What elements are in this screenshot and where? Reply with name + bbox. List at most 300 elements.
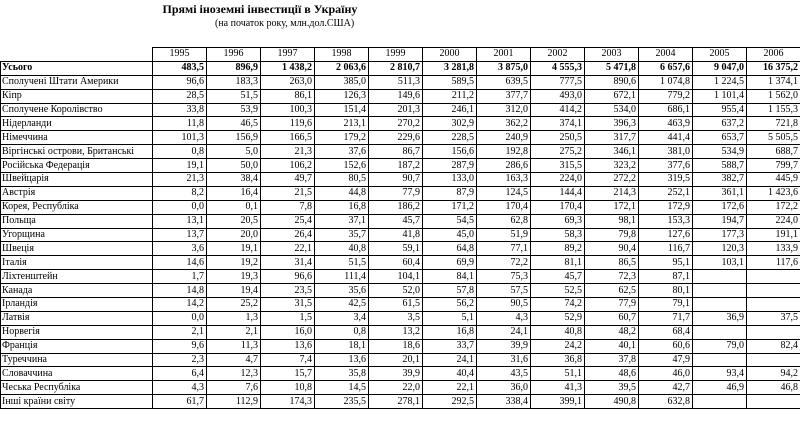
value-cell: 1 101,4: [693, 89, 747, 103]
value-cell: 172,1: [585, 200, 639, 214]
value-cell: 1,3: [207, 311, 261, 325]
value-cell: 46,0: [639, 367, 693, 381]
value-cell: 41,3: [531, 381, 585, 395]
value-cell: 441,4: [639, 131, 693, 145]
value-cell: 16,8: [423, 325, 477, 339]
value-cell: 60,4: [369, 256, 423, 270]
value-cell: 493,0: [531, 89, 585, 103]
value-cell: 16 375,2: [747, 61, 800, 75]
value-cell: 3,4: [315, 311, 369, 325]
value-cell: 483,5: [153, 61, 207, 75]
value-cell: 688,7: [747, 145, 800, 159]
value-cell: 156,9: [207, 131, 261, 145]
value-cell: 323,2: [585, 159, 639, 173]
value-cell: 45,7: [369, 214, 423, 228]
value-cell: [693, 353, 747, 367]
value-cell: 20,0: [207, 228, 261, 242]
country-label: Швеція: [1, 242, 153, 256]
value-cell: 106,2: [261, 159, 315, 173]
value-cell: 20,5: [207, 214, 261, 228]
value-cell: 45,7: [531, 270, 585, 284]
country-label: Сполучені Штати Америки: [1, 75, 153, 89]
value-cell: 71,7: [639, 311, 693, 325]
value-cell: 252,1: [639, 186, 693, 200]
value-cell: 377,6: [639, 159, 693, 173]
value-cell: 120,3: [693, 242, 747, 256]
value-cell: 46,9: [693, 381, 747, 395]
value-cell: 9 047,0: [693, 61, 747, 75]
value-cell: 40,4: [423, 367, 477, 381]
value-cell: 37,5: [747, 311, 800, 325]
value-cell: 338,4: [477, 395, 531, 409]
value-cell: 87,9: [423, 186, 477, 200]
year-header: 2006: [747, 48, 800, 62]
country-label: Латвія: [1, 311, 153, 325]
value-cell: 896,9: [207, 61, 261, 75]
value-cell: 5,0: [207, 145, 261, 159]
value-cell: 54,5: [423, 214, 477, 228]
value-cell: 13,7: [153, 228, 207, 242]
value-cell: 3,5: [369, 311, 423, 325]
country-label: Ліхтенштейн: [1, 270, 153, 284]
value-cell: 374,1: [531, 117, 585, 131]
value-cell: 385,0: [315, 75, 369, 89]
country-label: Чеська Республіка: [1, 381, 153, 395]
value-cell: 399,1: [531, 395, 585, 409]
value-cell: 75,3: [477, 270, 531, 284]
value-cell: 14,8: [153, 284, 207, 298]
value-cell: 312,0: [477, 103, 531, 117]
table-row: [1, 395, 800, 409]
value-cell: 35,6: [315, 284, 369, 298]
value-cell: 64,8: [423, 242, 477, 256]
value-cell: 33,8: [153, 103, 207, 117]
value-cell: 57,5: [477, 284, 531, 298]
value-cell: 14,5: [315, 381, 369, 395]
value-cell: 191,1: [747, 228, 800, 242]
value-cell: 100,3: [261, 103, 315, 117]
value-cell: 511,3: [369, 75, 423, 89]
value-cell: 50,0: [207, 159, 261, 173]
value-cell: 224,0: [747, 214, 800, 228]
value-cell: 35,7: [315, 228, 369, 242]
value-cell: 153,3: [639, 214, 693, 228]
value-cell: 22,1: [423, 381, 477, 395]
value-cell: 133,0: [423, 173, 477, 187]
value-cell: 93,4: [693, 367, 747, 381]
value-cell: 0,0: [153, 311, 207, 325]
value-cell: 31,4: [261, 256, 315, 270]
value-cell: 40,1: [585, 339, 639, 353]
value-cell: 319,5: [639, 173, 693, 187]
value-cell: 51,9: [477, 228, 531, 242]
value-cell: 49,7: [261, 173, 315, 187]
year-header: 2005: [693, 48, 747, 62]
table-row: [1, 381, 800, 395]
value-cell: [693, 284, 747, 298]
value-cell: 36,9: [693, 311, 747, 325]
country-label: Австрія: [1, 186, 153, 200]
value-cell: 79,8: [585, 228, 639, 242]
value-cell: 270,2: [369, 117, 423, 131]
value-cell: 37,8: [585, 353, 639, 367]
value-cell: 414,2: [531, 103, 585, 117]
value-cell: 187,2: [369, 159, 423, 173]
country-label: Канада: [1, 284, 153, 298]
value-cell: 41,8: [369, 228, 423, 242]
value-cell: 382,7: [693, 173, 747, 187]
table-row: [1, 325, 800, 339]
corner-cell: [1, 48, 153, 62]
value-cell: [747, 298, 800, 312]
table-row: [1, 159, 800, 173]
table-row: [1, 145, 800, 159]
country-label: Корея, Республіка: [1, 200, 153, 214]
value-cell: 235,5: [315, 395, 369, 409]
value-cell: 686,1: [639, 103, 693, 117]
value-cell: 28,5: [153, 89, 207, 103]
value-cell: 315,5: [531, 159, 585, 173]
country-label: Усього: [1, 61, 153, 75]
value-cell: 37,1: [315, 214, 369, 228]
year-header: 2000: [423, 48, 477, 62]
value-cell: 201,3: [369, 103, 423, 117]
value-cell: 16,4: [207, 186, 261, 200]
value-cell: 56,2: [423, 298, 477, 312]
value-cell: 111,4: [315, 270, 369, 284]
value-cell: 101,3: [153, 131, 207, 145]
value-cell: 69,9: [423, 256, 477, 270]
value-cell: 24,1: [423, 353, 477, 367]
value-cell: 98,1: [585, 214, 639, 228]
value-cell: 250,5: [531, 131, 585, 145]
year-header: 2002: [531, 48, 585, 62]
value-cell: 653,7: [693, 131, 747, 145]
value-cell: 15,7: [261, 367, 315, 381]
value-cell: 490,8: [585, 395, 639, 409]
value-cell: 82,4: [747, 339, 800, 353]
table-row: [1, 89, 800, 103]
country-label: Ірландія: [1, 298, 153, 312]
value-cell: 19,4: [207, 284, 261, 298]
value-cell: 40,8: [531, 325, 585, 339]
value-cell: 174,3: [261, 395, 315, 409]
value-cell: 18,1: [315, 339, 369, 353]
table-subtitle: (на початок року, млн.дол.США): [215, 18, 355, 29]
value-cell: [747, 325, 800, 339]
value-cell: 172,6: [693, 200, 747, 214]
year-header: 2001: [477, 48, 531, 62]
value-cell: 86,7: [369, 145, 423, 159]
table-row: [1, 214, 800, 228]
value-cell: 60,6: [639, 339, 693, 353]
value-cell: 46,8: [747, 381, 800, 395]
year-header: 1995: [153, 48, 207, 62]
value-cell: 381,0: [639, 145, 693, 159]
table-row: [1, 103, 800, 117]
value-cell: 61,5: [369, 298, 423, 312]
country-label: Сполучене Королівство: [1, 103, 153, 117]
table-row: [1, 75, 800, 89]
year-header: 1998: [315, 48, 369, 62]
value-cell: 90,4: [585, 242, 639, 256]
value-cell: 721,8: [747, 117, 800, 131]
value-cell: 14,2: [153, 298, 207, 312]
value-cell: 192,8: [477, 145, 531, 159]
value-cell: 36,0: [477, 381, 531, 395]
value-cell: 240,9: [477, 131, 531, 145]
value-cell: 126,3: [315, 89, 369, 103]
value-cell: 79,0: [693, 339, 747, 353]
table-row: [1, 242, 800, 256]
value-cell: 11,3: [207, 339, 261, 353]
value-cell: 12,3: [207, 367, 261, 381]
value-cell: 0,8: [315, 325, 369, 339]
value-cell: 19,1: [153, 159, 207, 173]
value-cell: 127,6: [639, 228, 693, 242]
value-cell: 183,3: [207, 75, 261, 89]
value-cell: 4,7: [207, 353, 261, 367]
value-cell: 33,7: [423, 339, 477, 353]
value-cell: 179,2: [315, 131, 369, 145]
value-cell: 86,5: [585, 256, 639, 270]
value-cell: 86,1: [261, 89, 315, 103]
value-cell: 445,9: [747, 173, 800, 187]
value-cell: 45,0: [423, 228, 477, 242]
value-cell: 90,7: [369, 173, 423, 187]
table-row: [1, 298, 800, 312]
value-cell: 0,1: [207, 200, 261, 214]
value-cell: 955,4: [693, 103, 747, 117]
value-cell: 7,8: [261, 200, 315, 214]
value-cell: 18,6: [369, 339, 423, 353]
value-cell: 588,7: [693, 159, 747, 173]
value-cell: 13,2: [369, 325, 423, 339]
value-cell: 149,6: [369, 89, 423, 103]
value-cell: 35,8: [315, 367, 369, 381]
value-cell: 13,6: [315, 353, 369, 367]
value-cell: 24,1: [477, 325, 531, 339]
value-cell: 40,8: [315, 242, 369, 256]
value-cell: 396,3: [585, 117, 639, 131]
value-cell: 292,5: [423, 395, 477, 409]
value-cell: 94,2: [747, 367, 800, 381]
country-label: Туреччина: [1, 353, 153, 367]
value-cell: 52,0: [369, 284, 423, 298]
value-cell: 68,4: [639, 325, 693, 339]
value-cell: 48,2: [585, 325, 639, 339]
value-cell: 80,5: [315, 173, 369, 187]
value-cell: 672,1: [585, 89, 639, 103]
value-cell: 377,7: [477, 89, 531, 103]
value-cell: 62,8: [477, 214, 531, 228]
table-row: [1, 200, 800, 214]
value-cell: 10,8: [261, 381, 315, 395]
value-cell: 1 374,1: [747, 75, 800, 89]
value-cell: 362,2: [477, 117, 531, 131]
value-cell: 0,8: [153, 145, 207, 159]
value-cell: 19,3: [207, 270, 261, 284]
value-cell: 11,8: [153, 117, 207, 131]
year-header: 1996: [207, 48, 261, 62]
value-cell: 1 224,5: [693, 75, 747, 89]
value-cell: 5 505,5: [747, 131, 800, 145]
value-cell: 60,7: [585, 311, 639, 325]
value-cell: 14,6: [153, 256, 207, 270]
value-cell: [747, 270, 800, 284]
value-cell: 38,4: [207, 173, 261, 187]
value-cell: 69,3: [531, 214, 585, 228]
value-cell: 177,3: [693, 228, 747, 242]
year-header: 2003: [585, 48, 639, 62]
value-cell: 361,1: [693, 186, 747, 200]
value-cell: [693, 298, 747, 312]
value-cell: 48,6: [585, 367, 639, 381]
value-cell: 80,1: [639, 284, 693, 298]
value-cell: 228,5: [423, 131, 477, 145]
value-cell: 246,1: [423, 103, 477, 117]
value-cell: 79,1: [639, 298, 693, 312]
table-row: [1, 228, 800, 242]
value-cell: 42,5: [315, 298, 369, 312]
value-cell: 2,3: [153, 353, 207, 367]
value-cell: 90,5: [477, 298, 531, 312]
value-cell: 1,5: [261, 311, 315, 325]
value-cell: 36,8: [531, 353, 585, 367]
country-label: Польща: [1, 214, 153, 228]
value-cell: 5,1: [423, 311, 477, 325]
value-cell: 133,9: [747, 242, 800, 256]
value-cell: 0,0: [153, 200, 207, 214]
value-cell: 172,9: [639, 200, 693, 214]
value-cell: 7,6: [207, 381, 261, 395]
value-cell: 43,5: [477, 367, 531, 381]
value-cell: 170,4: [531, 200, 585, 214]
value-cell: 31,6: [477, 353, 531, 367]
value-cell: 119,6: [261, 117, 315, 131]
table-row: [1, 186, 800, 200]
value-cell: 57,8: [423, 284, 477, 298]
value-cell: 23,5: [261, 284, 315, 298]
value-cell: 31,5: [261, 298, 315, 312]
value-cell: 171,2: [423, 200, 477, 214]
value-cell: 19,2: [207, 256, 261, 270]
value-cell: 779,2: [639, 89, 693, 103]
value-cell: 21,3: [153, 173, 207, 187]
value-cell: 1 438,2: [261, 61, 315, 75]
value-cell: 1 155,3: [747, 103, 800, 117]
value-cell: 52,5: [531, 284, 585, 298]
investment-table: [0, 47, 800, 409]
value-cell: 89,2: [531, 242, 585, 256]
value-cell: 632,8: [639, 395, 693, 409]
value-cell: 8,2: [153, 186, 207, 200]
value-cell: 156,6: [423, 145, 477, 159]
value-cell: 20,1: [369, 353, 423, 367]
value-cell: 163,3: [477, 173, 531, 187]
value-cell: [693, 395, 747, 409]
value-cell: 59,1: [369, 242, 423, 256]
value-cell: 24,2: [531, 339, 585, 353]
value-cell: 44,8: [315, 186, 369, 200]
table-row: [1, 339, 800, 353]
value-cell: 116,7: [639, 242, 693, 256]
value-cell: 84,1: [423, 270, 477, 284]
value-cell: 287,9: [423, 159, 477, 173]
value-cell: 62,5: [585, 284, 639, 298]
value-cell: 229,6: [369, 131, 423, 145]
table-row: [1, 256, 800, 270]
table-row: [1, 270, 800, 284]
value-cell: 263,0: [261, 75, 315, 89]
value-cell: 1 423,6: [747, 186, 800, 200]
value-cell: 74,2: [531, 298, 585, 312]
value-cell: [693, 270, 747, 284]
country-label: Угорщина: [1, 228, 153, 242]
country-label: Нідерланди: [1, 117, 153, 131]
value-cell: 213,1: [315, 117, 369, 131]
value-cell: 3,6: [153, 242, 207, 256]
value-cell: 95,1: [639, 256, 693, 270]
value-cell: 25,4: [261, 214, 315, 228]
value-cell: 77,1: [477, 242, 531, 256]
header-row: [1, 48, 800, 62]
value-cell: 16,0: [261, 325, 315, 339]
value-cell: 589,5: [423, 75, 477, 89]
value-cell: 124,5: [477, 186, 531, 200]
table-title: Прямі іноземні інвестиції в Україну: [162, 2, 358, 16]
value-cell: 211,2: [423, 89, 477, 103]
value-cell: 3 281,8: [423, 61, 477, 75]
table-row: [1, 367, 800, 381]
country-label: Італія: [1, 256, 153, 270]
value-cell: 21,5: [261, 186, 315, 200]
value-cell: 77,9: [585, 298, 639, 312]
value-cell: 534,0: [585, 103, 639, 117]
value-cell: 4,3: [153, 381, 207, 395]
value-cell: 172,2: [747, 200, 800, 214]
value-cell: 639,5: [477, 75, 531, 89]
value-cell: [747, 395, 800, 409]
value-cell: 2 063,6: [315, 61, 369, 75]
value-cell: 275,2: [531, 145, 585, 159]
value-cell: 278,1: [369, 395, 423, 409]
value-cell: 166,5: [261, 131, 315, 145]
value-cell: 19,1: [207, 242, 261, 256]
year-header: 2004: [639, 48, 693, 62]
country-label: Російська Федерація: [1, 159, 153, 173]
value-cell: 52,9: [531, 311, 585, 325]
value-cell: 1 562,0: [747, 89, 800, 103]
value-cell: 152,6: [315, 159, 369, 173]
value-cell: 42,7: [639, 381, 693, 395]
value-cell: 4 555,3: [531, 61, 585, 75]
value-cell: 72,2: [477, 256, 531, 270]
value-cell: 151,4: [315, 103, 369, 117]
table-row: [1, 173, 800, 187]
value-cell: 9,6: [153, 339, 207, 353]
country-label: Швейцарія: [1, 173, 153, 187]
value-cell: 7,4: [261, 353, 315, 367]
value-cell: 13,6: [261, 339, 315, 353]
value-cell: 16,8: [315, 200, 369, 214]
total-row: [1, 61, 800, 75]
value-cell: 170,4: [477, 200, 531, 214]
value-cell: 1,7: [153, 270, 207, 284]
value-cell: 302,9: [423, 117, 477, 131]
value-cell: 77,9: [369, 186, 423, 200]
value-cell: 51,1: [531, 367, 585, 381]
